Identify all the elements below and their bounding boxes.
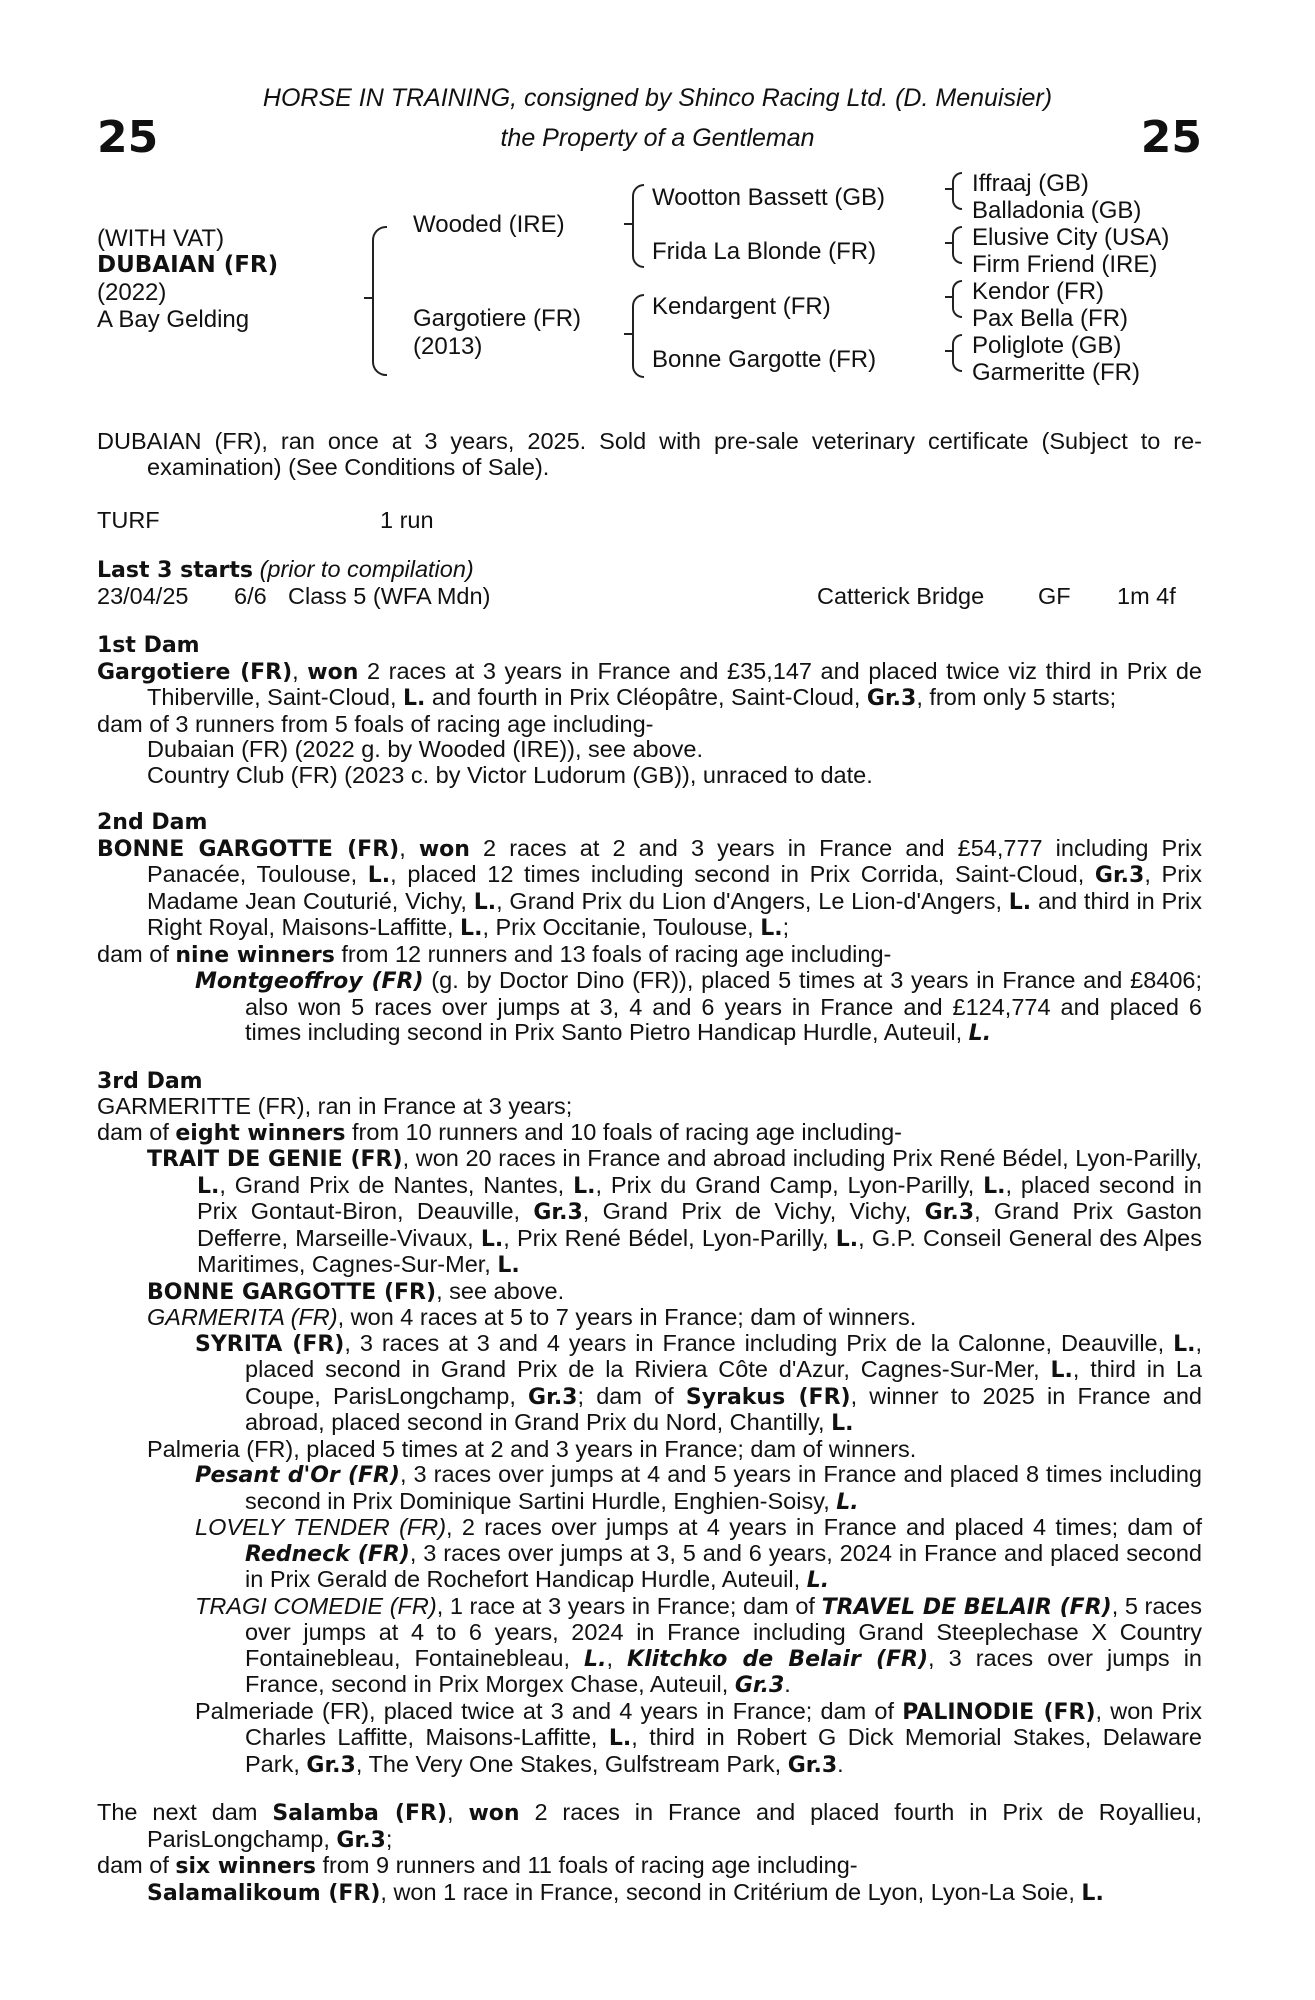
- produce-item: Palmeriade (FR), placed twice at 3 and 4 years in France; dam of PALINODIE (FR), won Prix Charles Laffitte, Maisons-Laffitte, L., third in Robert G Dick Memorial Stakes, Delaware Park, Gr.3, The Very One Stakes, Gulfstream Park, Gr.3.: [195, 1697, 1203, 1778]
- brace-tip: [624, 333, 634, 335]
- lot-number-right: 25: [1140, 112, 1202, 163]
- lot-number-left: 25: [97, 112, 159, 163]
- winners-count: nine winners: [175, 942, 335, 968]
- start-race: Class 5 (WFA Mdn): [288, 583, 491, 609]
- listed-mark: L.: [806, 1568, 830, 1593]
- winners-count: six winners: [175, 1854, 316, 1879]
- group3-mark: Gr.3: [734, 1673, 785, 1698]
- sire-brace: [632, 184, 644, 268]
- g3-ancestor: Balladonia (GB): [972, 197, 1142, 224]
- dam2-record: BONNE GARGOTTE (FR), won 2 races at 2 and 3 years in France and £54,777 including Prix Panacée, Toulouse, L., placed 12 times including second in Prix Corrida, Saint-Cloud, Gr.3, Prix Madame Jean Couturié, Vichy, L., Grand Prix du Lion d'Angers, Le Lion-d'Angers, L. and third in Prix Right Royal, Maisons-Laffitte, L., Prix Occitanie, Toulouse, L.;: [97, 834, 1203, 941]
- g3-ancestor: Pax Bella (FR): [972, 305, 1129, 332]
- dam2-heading: 2nd Dam: [97, 810, 208, 835]
- next-dam-name: Salamba (FR): [272, 1801, 448, 1826]
- start-position: 6/6: [234, 583, 267, 609]
- produce-name: BONNE GARGOTTE (FR): [147, 1279, 437, 1305]
- won-label: won: [307, 659, 359, 685]
- g3-ancestor: Elusive City (USA): [972, 224, 1170, 251]
- group3-mark: Gr.3: [528, 1384, 578, 1410]
- dam-brace: [632, 294, 644, 378]
- listed-mark: L.: [760, 916, 783, 941]
- produce-name: TRAIT DE GENIE (FR): [147, 1147, 403, 1172]
- produce-name: PALINODIE (FR): [902, 1699, 1096, 1725]
- dam2-produce-intro: dam of nine winners from 12 runners and 13 foals of racing age including-: [97, 940, 892, 968]
- brace-tip: [945, 296, 953, 298]
- listed-mark: L.: [968, 1021, 992, 1046]
- pedigree-brace-main: [372, 226, 387, 376]
- produce-item: Country Club (FR) (2023 c. by Victor Ludorum (GB)), unraced to date.: [147, 761, 873, 788]
- dam2-name: BONNE GARGOTTE (FR): [97, 836, 400, 862]
- won-label: won: [468, 1801, 520, 1826]
- listed-mark: L.: [573, 1173, 596, 1199]
- brace-tip: [945, 188, 953, 190]
- racing-summary: [97, 429, 1202, 480]
- g3-ancestor: Firm Friend (IRE): [972, 251, 1158, 278]
- group3-mark: Gr.3: [1094, 863, 1145, 888]
- produce-name: Montgeoffroy (FR): [195, 969, 424, 994]
- g3-brace-1: [952, 172, 962, 210]
- start-distance: 1m 4f: [1117, 583, 1176, 609]
- listed-mark: L.: [584, 1646, 607, 1672]
- catalogue-body: [97, 633, 1202, 1906]
- start-course: Catterick Bridge: [817, 583, 985, 609]
- g3-ancestor: Garmeritte (FR): [972, 359, 1140, 386]
- last-starts-note: (prior to compilation): [259, 556, 474, 582]
- brace-tip: [945, 242, 953, 244]
- brace-tip: [364, 297, 374, 299]
- property-line: the Property of a Gentleman: [500, 124, 815, 152]
- group3-mark: Gr.3: [924, 1200, 975, 1225]
- vat-label: (WITH VAT): [97, 225, 225, 252]
- foaling-year: (2022): [97, 279, 167, 306]
- produce-name: Pesant d'Or (FR): [195, 1463, 400, 1488]
- horse-description: A Bay Gelding: [97, 306, 250, 333]
- dam: Gargotiere (FR): [413, 305, 582, 332]
- sire: Wooded (IRE): [413, 211, 565, 238]
- listed-mark: L.: [197, 1173, 220, 1199]
- listed-mark: L.: [1081, 1880, 1104, 1906]
- listed-mark: L.: [831, 1411, 854, 1436]
- produce-item: Palmeria (FR), placed 5 times at 2 and 3 years in France; dam of winners.: [147, 1435, 917, 1462]
- produce-item: BONNE GARGOTTE (FR), see above.: [147, 1277, 565, 1305]
- produce-item: Dubaian (FR) (2022 g. by Wooded (IRE)), see above.: [147, 736, 704, 762]
- winners-count: eight winners: [175, 1120, 346, 1146]
- g3-brace-2: [952, 226, 962, 264]
- dam3-record: GARMERITTE (FR), ran in France at 3 years;: [97, 1093, 573, 1119]
- summary-text: DUBAIAN (FR), ran once at 3 years, 2025. Sold with pre-sale veterinary certificate (Subject to re-examination) (See Conditions of Sale).: [97, 428, 1202, 480]
- group3-mark: Gr.3: [533, 1200, 583, 1225]
- dam1-produce-intro: dam of 3 runners from 5 foals of racing age including-: [97, 710, 654, 737]
- listed-mark: L.: [473, 889, 497, 915]
- produce-name: LOVELY TENDER (FR): [195, 1514, 447, 1540]
- listed-mark: L.: [1050, 1358, 1073, 1383]
- produce-item: GARMERITA (FR), won 4 races at 5 to 7 years in France; dam of winners.: [147, 1304, 917, 1330]
- group3-mark: Gr.3: [336, 1827, 386, 1853]
- g3-brace-4: [952, 334, 962, 372]
- produce-name: Redneck (FR): [245, 1541, 410, 1567]
- next-dam-record: The next dam Salamba (FR), won 2 races in France and placed fourth in Prix de Royallieu, ParisLongchamp, Gr.3;: [97, 1799, 1202, 1853]
- sire-sire: Wootton Bassett (GB): [652, 184, 885, 211]
- sire-dam: Frida La Blonde (FR): [652, 238, 877, 265]
- turf-runs: 1 run: [380, 507, 434, 533]
- produce-name: SYRITA (FR): [195, 1331, 345, 1357]
- brace-tip: [624, 223, 634, 225]
- produce-item: TRAIT DE GENIE (FR), won 20 races in France and abroad including Prix René Bédel, Lyon-Parilly, L., Grand Prix de Nantes, Nantes, L., Prix du Grand Camp, Lyon-Parilly, L., placed second in Prix Gontaut-Biron, Deauville, Gr.3, Grand Prix de Vichy, Vichy, Gr.3, Grand Prix Gaston Defferre, Marseille-Vivaux, L., Prix René Bédel, Lyon-Parilly, L., G.P. Conseil General des Alpes Maritimes, Cagnes-Sur-Mer, L.: [147, 1145, 1203, 1278]
- listed-mark: L.: [497, 1253, 520, 1278]
- listed-mark: L.: [1173, 1331, 1196, 1357]
- produce-name: TRAVEL DE BELAIR (FR): [821, 1594, 1112, 1620]
- produce-item: Pesant d'Or (FR), 3 races over jumps at 4 and 5 years in France and placed 8 times including second in Prix Dominique Sartini Hurdle, Enghien-Soisy, L.: [195, 1461, 1202, 1515]
- group3-mark: Gr.3: [787, 1752, 838, 1778]
- start-date: 23/04/25: [97, 583, 189, 609]
- turf-label: TURF: [97, 507, 160, 533]
- produce-item: Salamalikoum (FR), won 1 race in France, second in Critérium de Lyon, Lyon-La Soie, L.: [147, 1878, 1104, 1906]
- listed-mark: L.: [480, 1226, 504, 1252]
- produce-name: TRAGI COMEDIE (FR): [195, 1592, 437, 1619]
- dam1-heading: 1st Dam: [97, 633, 200, 658]
- listed-mark: L.: [836, 1489, 859, 1515]
- dam1-name: Gargotiere (FR): [97, 659, 293, 685]
- dam-sire: Kendargent (FR): [652, 293, 831, 320]
- last-starts-title: Last 3 starts: [97, 558, 254, 583]
- produce-item: TRAGI COMEDIE (FR), 1 race at 3 years in France; dam of TRAVEL DE BELAIR (FR), 5 races over jumps at 4 to 6 years, 2024 in France including Grand Steeplechase X Country Fontainebleau, Fontainebleau, L., Klitchko de Belair (FR), 3 races over jumps in France, second in Prix Morgex Chase, Auteuil, Gr.3.: [195, 1592, 1202, 1698]
- next-dam-produce-intro: dam of six winners from 9 runners and 11 foals of racing age including-: [97, 1852, 858, 1879]
- listed-mark: L.: [367, 863, 391, 888]
- produce-item: LOVELY TENDER (FR), 2 races over jumps at 4 years in France and placed 4 times; dam of Redneck (FR), 3 races over jumps at 3, 5 and 6 years, 2024 in France and placed second in Prix Gerald de Rochefort Handicap Hurdle, Auteuil, L.: [195, 1514, 1202, 1593]
- dam-year: (2013): [413, 333, 483, 360]
- produce-item: Montgeoffroy (FR) (g. by Doctor Dino (FR)), placed 5 times at 3 years in France and £8406; also won 5 races over jumps at 3, 4 and 6 years in France and £124,774 and placed 6 times including second in Prix Santo Pietro Handicap Hurdle, Auteuil, L.: [195, 967, 1202, 1046]
- produce-name: Syrakus (FR): [685, 1384, 851, 1410]
- produce-name: GARMERITA (FR): [147, 1304, 338, 1330]
- g3-ancestor: Poliglote (GB): [972, 332, 1122, 359]
- produce-name: Klitchko de Belair (FR): [627, 1646, 929, 1672]
- dam-dam: Bonne Gargotte (FR): [652, 346, 877, 373]
- produce-name: Salamalikoum (FR): [147, 1880, 381, 1906]
- listed-mark: L.: [403, 686, 426, 711]
- brace-tip: [945, 350, 953, 352]
- dam3-produce-intro: dam of eight winners from 10 runners and 10 foals of racing age including-: [97, 1118, 902, 1146]
- horse-name: DUBAIAN (FR): [97, 252, 279, 278]
- listed-mark: L.: [1008, 889, 1032, 915]
- dam1-record: Gargotiere (FR), won 2 races at 3 years in France and £35,147 and placed twice viz third in Prix de Thiberville, Saint-Cloud, L. and fourth in Prix Cléopâtre, Saint-Cloud, Gr.3, from only 5 starts;: [97, 657, 1202, 711]
- dam3-heading: 3rd Dam: [97, 1068, 203, 1094]
- consignor-line: HORSE IN TRAINING, consigned by Shinco Racing Ltd. (D. Menuisier): [262, 84, 1053, 112]
- start-going: GF: [1038, 583, 1071, 609]
- listed-mark: L.: [460, 916, 483, 941]
- group3-mark: Gr.3: [306, 1752, 356, 1778]
- g3-ancestor: Kendor (FR): [972, 278, 1105, 305]
- last-starts-heading: [97, 556, 474, 583]
- listed-mark: L.: [608, 1726, 632, 1751]
- won-label: won: [418, 836, 470, 862]
- listed-mark: L.: [835, 1226, 859, 1252]
- listed-mark: L.: [983, 1173, 1006, 1199]
- group3-mark: Gr.3: [866, 686, 917, 711]
- produce-item: SYRITA (FR), 3 races at 3 and 4 years in France including Prix de la Calonne, Deauville, L., placed second in Grand Prix de la Riviera Côte d'Azur, Cagnes-Sur-Mer, L., third in La Coupe, ParisLongchamp, Gr.3; dam of Syrakus (FR), winner to 2025 in France and abroad, placed second in Grand Prix du Nord, Chantilly, L.: [195, 1329, 1203, 1436]
- g3-brace-3: [952, 280, 962, 318]
- g3-ancestor: Iffraaj (GB): [972, 170, 1089, 197]
